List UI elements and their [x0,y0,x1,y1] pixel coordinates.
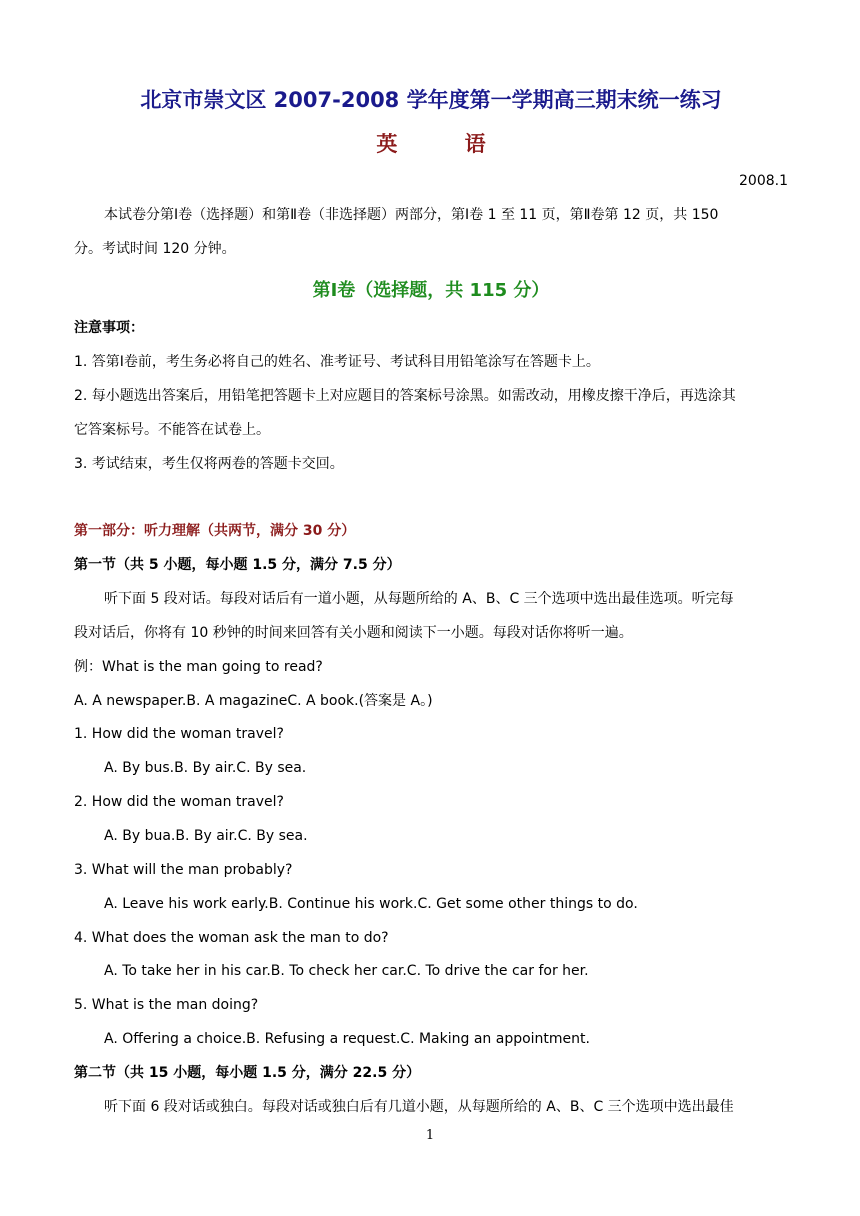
subject-title: 英 语 [376,132,516,156]
note-item-1: 1. 答第Ⅰ卷前，考生务必将自己的姓名、准考证号、考试科目用铅笔涂写在答题卡上。 [74,354,600,370]
question-3: 3. What will the man probably? [74,862,293,878]
intro-line-2: 分。考试时间 120 分钟。 [74,241,236,257]
exam-date: 2008.1 [739,173,788,189]
notes-heading: 注意事项： [74,320,144,336]
section-2-heading: 第二节（共 15 小题，每小题 1.5 分，满分 22.5 分） [74,1065,421,1081]
question-4-options: A. To take her in his car.B. To check her car.C. To drive the car for her. [104,963,589,979]
question-5-options: A. Offering a choice.B. Refusing a request.C. Making an appointment. [104,1031,590,1047]
section-1-heading: 第一节（共 5 小题，每小题 1.5 分，满分 7.5 分） [74,557,401,573]
question-2: 2. How did the woman travel? [74,794,284,810]
document-page [74,0,788,1216]
note-item-2-line-2: 它答案标号。不能答在试卷上。 [74,422,270,438]
question-2-options: A. By bua.B. By air.C. By sea. [104,828,308,844]
listening-part-heading: 第一部分：听力理解（共两节，满分 30 分） [74,523,356,539]
document-title: 北京市崇文区 2007-2008 学年度第一学期高三期末统一练习 [140,88,722,112]
note-item-3: 3. 考试结束，考生仅将两卷的答题卡交回。 [74,456,344,472]
part-one-title: 第Ⅰ卷（选择题，共 115 分） [312,280,550,301]
section-1-instruction-line-2: 段对话后，你将有 10 秒钟的时间来回答有关小题和阅读下一小题。每段对话你将听一遍。 [74,625,633,641]
intro-line-1: 本试卷分第Ⅰ卷（选择题）和第Ⅱ卷（非选择题）两部分，第Ⅰ卷 1 至 11 页，第Ⅱ卷第 12 页，共 150 [104,207,719,223]
section-1-instruction-line-1: 听下面 5 段对话。每段对话后有一道小题，从每题所给的 A、B、C 三个选项中选出最佳选项。听完每 [104,591,734,607]
note-item-2-line-1: 2. 每小题选出答案后，用铅笔把答题卡上对应题目的答案标号涂黑。如需改动，用橡皮擦干净后，再选涂其 [74,388,736,404]
question-5: 5. What is the man doing? [74,997,259,1013]
question-3-options: A. Leave his work early.B. Continue his work.C. Get some other things to do. [104,896,638,912]
question-4: 4. What does the woman ask the man to do? [74,930,389,946]
section-2-instruction-line-1: 听下面 6 段对话或独白。每段对话或独白后有几道小题，从每题所给的 A、B、C 三个选项中选出最佳 [104,1099,734,1115]
example-question: 例：What is the man going to read? [74,659,323,675]
question-1: 1. How did the woman travel? [74,726,284,742]
page-number: 1 [425,1128,435,1143]
question-1-options: A. By bus.B. By air.C. By sea. [104,760,307,776]
example-options: A. A newspaper.B. A magazineC. A book.(答案是 A。) [74,693,433,709]
